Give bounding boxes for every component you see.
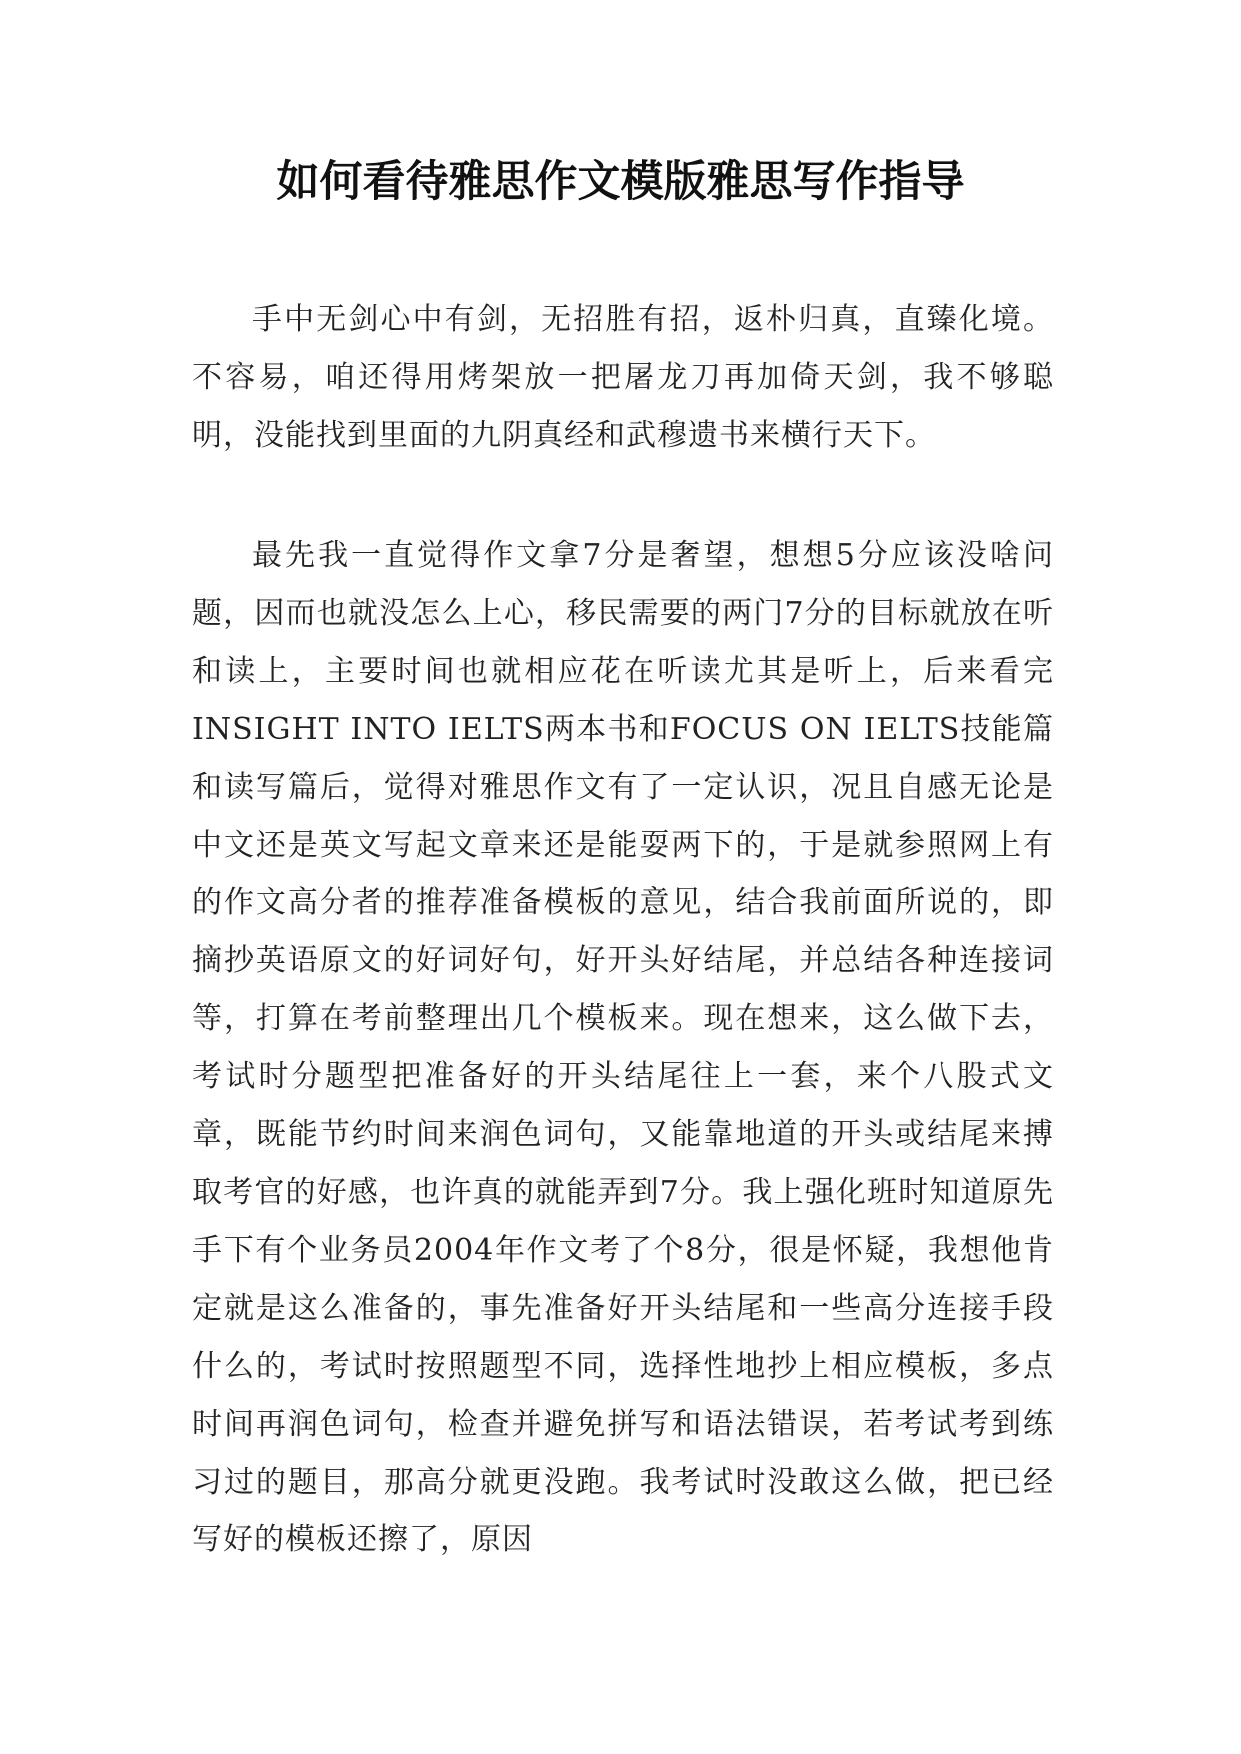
- document-title: 如何看待雅思作文模版雅思写作指导: [276, 157, 965, 207]
- paragraph-intro: 手中无剑心中有剑，无招胜有招，返朴归真，直臻化境。不容易，咱还得用烤架放一把屠龙刀再加倚天剑，我不够聪明，没能找到里面的九阴真经和武穆遗书来横行天下。: [192, 302, 1054, 453]
- paragraph-main: 最先我一直觉得作文拿7分是奢望，想想5分应该没啥问题，因而也就没怎么上心，移民需要的两门7分的目标就放在听和读上，主要时间也就相应花在听读尤其是听上，后来看完INSIGHT INTO IELTS两本书和FOCUS ON IELTS技能篇和读写篇后，觉得对雅思作文有了一定认识，况且自感无论是中文还是英文写起文章来还是能耍两下的，于是就参照网上有的作文高分者的推荐准备模板的意见，结合我前面所说的，即摘抄英语原文的好词好句，好开头好结尾，并总结各种连接词等，打算在考前整理出几个模板来。现在想来，这么做下去，考试时分题型把准备好的开头结尾往上一套，来个八股式文章，既能节约时间来润色词句，又能靠地道的开头或结尾来搏取考官的好感，也许真的就能弄到7分。我上强化班时知道原先手下有个业务员2004年作文考了个8分，很是怀疑，我想他肯定就是这么准备的，事先准备好开头结尾和一些高分连接手段什么的，考试时按照题型不同，选择性地抄上相应模板，多点时间再润色词句，检查并避免拼写和语法错误，若考试考到练习过的题目，那高分就更没跑。我考试时没敢这么做，把已经写好的模板还擦了，原因: [192, 538, 1054, 1558]
